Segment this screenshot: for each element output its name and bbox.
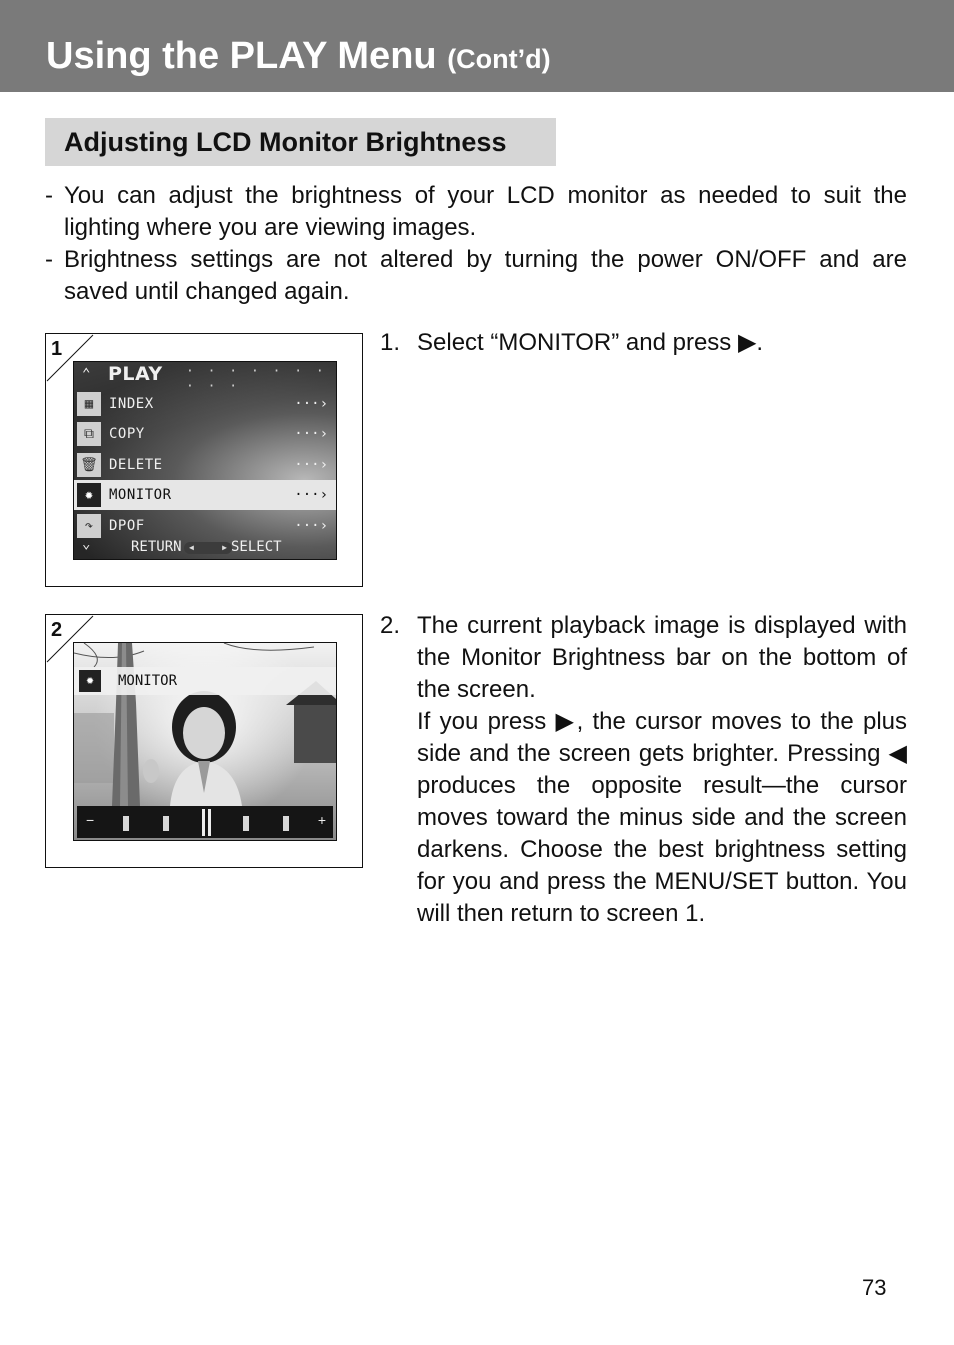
dpad-icon: ◀ ▶ <box>184 542 232 554</box>
lcd-menu-screen <box>73 361 337 560</box>
brightness-cursor[interactable] <box>208 809 211 836</box>
return-hint: RETURN <box>131 539 182 555</box>
brightness-tick <box>163 816 169 831</box>
intro-list <box>45 180 907 308</box>
step-item <box>380 327 907 359</box>
chevron-up-icon: ⌃ <box>82 366 91 382</box>
brightness-cursor[interactable] <box>202 809 205 836</box>
intro-item <box>45 180 907 244</box>
step-item <box>380 610 907 930</box>
brightness-tick <box>283 816 289 831</box>
menu-item-label: DPOF <box>109 518 145 534</box>
lcd-playback-screen <box>73 642 337 841</box>
menu-item-label: INDEX <box>109 396 154 412</box>
intro-text: You can adjust the brightness of your LCD monitor as needed to suit the lighting where you are viewing images. <box>64 182 907 241</box>
page-title-subtitle: (Cont’d) <box>447 44 551 74</box>
step-number: 1. <box>380 329 401 356</box>
brightness-icon: ✹ <box>79 670 101 692</box>
page-number: 73 <box>862 1275 887 1300</box>
menu-page-dots: · · · · · · · · · · <box>186 364 327 394</box>
intro-text: Brightness settings are not altered by turning the power ON/OFF and are saved until changed again. <box>64 246 907 305</box>
figure-1-play-menu <box>45 333 363 587</box>
menu-item-label: MONITOR <box>109 487 172 503</box>
chevron-right-icon: ···› <box>294 396 328 412</box>
menu-item-index[interactable] <box>74 389 336 419</box>
minus-sign: − <box>86 812 95 828</box>
step-1 <box>380 327 907 359</box>
chevron-right-icon: ···› <box>294 518 328 534</box>
index-icon: ▦ <box>77 392 101 416</box>
chevron-right-icon: ···› <box>294 426 328 442</box>
step-text: Select “MONITOR” and press ▶. <box>417 329 764 356</box>
chevron-right-icon: ···› <box>294 487 328 503</box>
brightness-tick <box>123 816 129 831</box>
copy-icon: ⧉ <box>77 422 101 446</box>
figure-2-monitor-brightness <box>45 614 363 868</box>
page-title <box>46 34 551 81</box>
section-title: Adjusting LCD Monitor Brightness <box>64 127 507 157</box>
page-header <box>0 0 954 92</box>
menu-header <box>74 362 336 394</box>
menu-item-monitor[interactable] <box>74 480 336 510</box>
menu-footer <box>74 536 336 559</box>
page-title-main: Using the PLAY Menu <box>46 35 437 77</box>
brightness-icon: ✹ <box>77 483 101 507</box>
menu-item-copy[interactable] <box>74 419 336 449</box>
menu-item-delete[interactable] <box>74 450 336 480</box>
trash-icon: 🗑 <box>77 453 101 477</box>
plus-sign: + <box>317 812 326 828</box>
monitor-label-bar <box>74 667 336 695</box>
menu-title: PLAY <box>108 363 163 385</box>
select-hint: SELECT <box>231 539 282 555</box>
menu-item-label: DELETE <box>109 457 163 473</box>
chevron-right-icon: ···› <box>294 457 328 473</box>
intro-bullet: - <box>45 182 53 209</box>
step-text: The current playback image is displayed with the Monitor Brightness bar on the bottom of the screen. <box>417 612 907 703</box>
print-order-icon: ↷ <box>77 514 101 538</box>
step-number: 2. <box>380 612 401 639</box>
figure-number: 2 <box>51 619 63 641</box>
intro-item <box>45 244 907 308</box>
figure-number: 1 <box>51 338 63 360</box>
chevron-down-icon: ⌄ <box>82 536 91 552</box>
step-2 <box>380 610 907 930</box>
menu-item-label: COPY <box>109 426 145 442</box>
section-heading-box <box>45 118 556 166</box>
brightness-bar[interactable] <box>77 806 333 838</box>
step-text-continued: If you press ▶, the cursor moves to the plus side and the screen gets brighter. Pressing ◀ produces the opposite result—the cursor moves toward the minus side and the screen darkens. Choose the best brightness setting for you and press the MENU/SET button. You will then return to screen 1. <box>417 708 907 927</box>
brightness-tick <box>243 816 249 831</box>
monitor-label: MONITOR <box>118 673 178 689</box>
intro-bullet: - <box>45 246 53 273</box>
